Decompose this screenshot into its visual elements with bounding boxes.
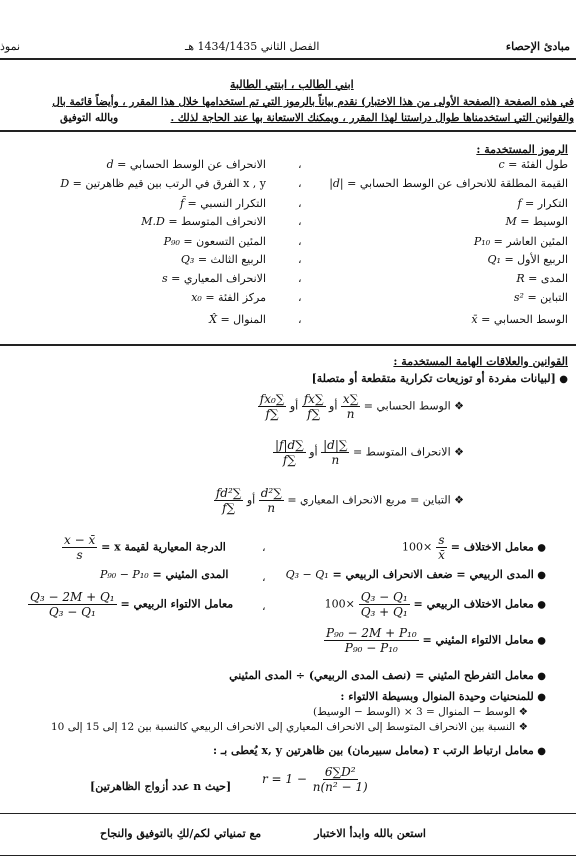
diamond-icon: ❖ (515, 721, 528, 733)
var-frac-2: $\frac{\text{∑fd²}}{\sum f}$ (215, 486, 242, 515)
mean-formula (258, 392, 464, 421)
symbol-row (180, 197, 266, 210)
pr-expr: P₉₀ − P₁₀ (100, 568, 149, 581)
footer-rule (0, 813, 576, 814)
symbol-row (329, 177, 568, 190)
comma: ، (298, 272, 302, 285)
symbol-label: = الانحراف المعياري (171, 272, 266, 285)
symbol: s² (513, 291, 524, 304)
variance-formula (214, 486, 464, 515)
qskew-frac: $\frac{\text{Q₃ − 2M + Q₁}}{\text{Q₃ − Q₁}}$ (30, 590, 115, 619)
diamond-icon: ❖ (450, 399, 464, 413)
mad-frac-2: $\frac{\sum f|d|}{\sum f}$ (274, 438, 304, 467)
bullet-icon: ● (533, 671, 546, 682)
formulas-heading: القوانين والعلاقات الهامة المستخدمة : (393, 355, 568, 368)
mean-frac-2: $\frac{\sum fx}{\sum f}$ (303, 392, 324, 421)
zscore-label: الدرجة المعيارية لقيمة x = (101, 540, 226, 554)
symbol-label: = التباين (527, 291, 568, 304)
symbol-label: = الانحراف المتوسط (168, 215, 266, 228)
iqr-label: المدى الربيعي = ضعف الانحراف الربيعي = (332, 568, 534, 581)
pskew-formula (324, 626, 546, 655)
symbol-row (164, 235, 266, 248)
symbol: x̄ (471, 313, 478, 326)
symbol-row (488, 253, 569, 266)
symbol-label: = الربيع الأول (504, 253, 568, 266)
mad-label: الانحراف المتوسط = (352, 445, 451, 459)
mad-frac-1: $\frac{\sum|d|}{n}$ (323, 438, 348, 467)
diamond-icon: ❖ (450, 493, 464, 507)
symbol-label: = المدى (528, 272, 568, 285)
comma: ، (298, 177, 302, 190)
symbol-label: = الوسط الحسابي (481, 313, 568, 326)
mean-frac-1: $\frac{\sum x}{n}$ (342, 392, 359, 421)
symbol-label: = طول الفئة (508, 158, 568, 171)
symbols-rule (0, 344, 576, 346)
symbol: D (60, 177, 70, 190)
symbol-row (498, 158, 568, 171)
symbol-row (107, 158, 266, 171)
term-label: الفصل الثاني 1434/1435 هـ (185, 40, 320, 53)
symbol-row (474, 235, 568, 248)
bottom-rule (0, 855, 576, 856)
bullet-icon: ● (555, 374, 568, 385)
bullet-icon: ● (533, 599, 546, 611)
comma: ، (298, 253, 302, 266)
spearman-note: [حيث n عدد أزواج الظاهرتين] (90, 780, 232, 793)
cv-formula: ● معامل الاختلاف = $\frac{s}{x̄}$ ×100 (402, 533, 546, 562)
symbol: |d| (329, 177, 344, 190)
symbol-label: = القيمة المطلقة للانحراف عن الوسط الحسابي (347, 177, 568, 190)
comma: ، (298, 158, 302, 171)
qcv-label: معامل الاختلاف الربيعي = (413, 597, 534, 611)
symbol-label: = المئين العاشر (493, 235, 568, 248)
mad-formula (273, 438, 464, 467)
qcv-frac: $\frac{\text{Q₃ − Q₁}}{\text{Q₃ + Q₁}}$ (360, 590, 408, 619)
mean-frac-3: $\frac{\text{∑fx₀}}{\sum f}$ (259, 392, 285, 421)
zscore-formula (62, 533, 226, 562)
symbol: R (516, 272, 525, 285)
symbol-label: = المئين التسعون (183, 235, 266, 248)
symbol: P₉₀ (163, 235, 180, 248)
intro-rule (0, 130, 576, 132)
symbol: s (161, 272, 168, 285)
comma: ، (298, 215, 302, 228)
footer-right: استعن بالله وابدأ الاختبار (314, 827, 426, 840)
or-text: أو (309, 445, 318, 459)
zscore-frac: $\frac{x - x̄}{s}$ (64, 533, 96, 562)
variance-label: التباين = مربع الانحراف المعياري = (287, 493, 451, 507)
comma: ، (262, 571, 266, 584)
symbol-row (191, 291, 266, 304)
symbol: M.D (141, 215, 165, 228)
or-text: أو (289, 399, 299, 413)
kurtosis-formula (229, 669, 546, 682)
unimodal-heading: ● للمنحنيات وحيدة المنوال وبسيطة الالتواء : (340, 690, 546, 703)
symbol: M (505, 215, 517, 228)
qcv-formula: ● معامل الاختلاف الربيعي = $\frac{\text{Q₃ − Q₁}}{\text{Q₃ + Q₁}}$ ×100 (324, 590, 546, 619)
symbol: P₁₀ (473, 235, 491, 248)
symbol-row (181, 253, 266, 266)
var-frac-1: $\frac{\text{∑d²}}{n}$ (260, 486, 282, 515)
symbol: f̄ (179, 197, 185, 210)
bullet-icon: ● (533, 570, 546, 581)
diamond-icon: ❖ (515, 706, 528, 718)
footer-left: مع تمنياتي لكم/لكِ بالتوفيق والنجاح (100, 827, 262, 840)
unimodal-line-2: ❖ النسبة بين الانحراف المتوسط إلى الانحراف المعياري إلى الانحراف الربيعي كالنسبة بين 12 إلى 15 إلى 10 (51, 721, 528, 733)
header-rule (0, 58, 576, 60)
or-text: أو (329, 399, 338, 413)
cv-label: معامل الاختلاف = (450, 540, 534, 554)
symbol-row (162, 272, 266, 285)
symbol: Q₁ (487, 253, 501, 266)
symbol-row (141, 215, 266, 228)
symbol-row (514, 291, 568, 304)
kurtosis-label: معامل التفرطح المئيني = (نصف المدى الربيعي) ÷ المدى المئيني (229, 669, 534, 682)
comma: ، (262, 600, 266, 613)
symbol-label: = الانحراف عن الوسط الحسابي (117, 158, 266, 171)
bullet-icon: ● (533, 692, 546, 703)
symbols-heading: الرموز المستخدمة : (476, 143, 568, 156)
symbol: c (498, 158, 505, 171)
symbol-row (60, 177, 266, 190)
unimodal-line-1: ❖ الوسط − المنوال = 3 × (الوسط − الوسيط) (313, 706, 528, 718)
pr-label: المدى المئيني = (152, 568, 229, 581)
symbol-row (517, 197, 568, 210)
symbol-label: = التكرار النسبي (187, 197, 266, 210)
cv-frac: $\frac{s}{x̄}$ (438, 533, 445, 562)
bullet-icon: ● (533, 635, 546, 647)
pskew-label: معامل الالتواء المئيني = (422, 633, 534, 647)
qskew-formula (28, 590, 233, 619)
comma: ، (262, 541, 266, 554)
greeting: ابني الطالب ، ابنتي الطالبة (230, 78, 354, 91)
model-label: نموذ (0, 40, 21, 53)
bullet-icon: ● (533, 746, 546, 757)
bullet-icon: ● (533, 542, 546, 554)
spearman-heading: ● معامل ارتباط الرتب r (معامل سبيرمان) بين ظاهرتين x, y يُعطى بـ : (213, 744, 546, 757)
symbol: x₀ (191, 291, 202, 304)
comma: ، (298, 197, 302, 210)
symbol-label: = المنوال (220, 313, 266, 326)
spearman-formula: r = 1 − $\frac{\text{6∑D²}}{\text{n(n² − 1)}}$ (262, 765, 368, 794)
symbol-label: = مركز الفئة (205, 291, 266, 304)
symbol-row (471, 313, 568, 326)
intro-closing: وبالله التوفيق (60, 112, 119, 124)
pr-formula (100, 568, 228, 581)
symbol-label: = الفرق في الرتب بين قيم ظاهرتين x , y (72, 177, 266, 190)
symbol-row (505, 215, 568, 228)
comma: ، (298, 313, 302, 326)
or-text: أو (246, 493, 256, 507)
symbol-label: = التكرار (525, 197, 568, 210)
pskew-frac: $\frac{\text{P₉₀ − 2M + P₁₀}}{\text{P₉₀ − P₁₀}}$ (325, 626, 417, 655)
symbol-label: = الوسيط (520, 215, 568, 228)
spearman-frac: $\frac{\text{6∑D²}}{\text{n(n² − 1)}}$ (312, 765, 368, 794)
diamond-icon: ❖ (450, 445, 464, 459)
symbol: Q₃ (180, 253, 195, 266)
intro-line-1: في هذه الصفحة (الصفحة الأولى من هذا الاختبار) نقدم بياناً بالرموز التي تم استخدامها خلال هذا المقرر ، وأيضاً قائمة بال (52, 96, 574, 108)
symbol: f (517, 197, 522, 210)
iqr-expr: Q₃ − Q₁ (285, 568, 329, 581)
intro-line-2: والقوانين التي استخدمناها طوال دراستنا لهذا المقرر ، ويمكنك الاستعانة بها عند الحاجة لذلك . (170, 112, 574, 124)
symbol: d (106, 158, 114, 171)
qskew-label: معامل الالتواء الربيعي = (120, 597, 234, 611)
symbol: X̂ (209, 313, 217, 326)
symbol-label: = الربيع الثالث (197, 253, 266, 266)
subject-title: مبادئ الإحصاء (505, 40, 570, 53)
comma: ، (298, 235, 302, 248)
iqr-formula (286, 568, 546, 581)
symbol-row (516, 272, 568, 285)
symbol-row (209, 313, 266, 326)
data-type-note: ● [لبيانات مفردة أو توزيعات تكرارية متقطعة أو متصلة] (311, 372, 568, 385)
comma: ، (298, 291, 302, 304)
mean-label: الوسط الحسابي = (363, 399, 451, 413)
